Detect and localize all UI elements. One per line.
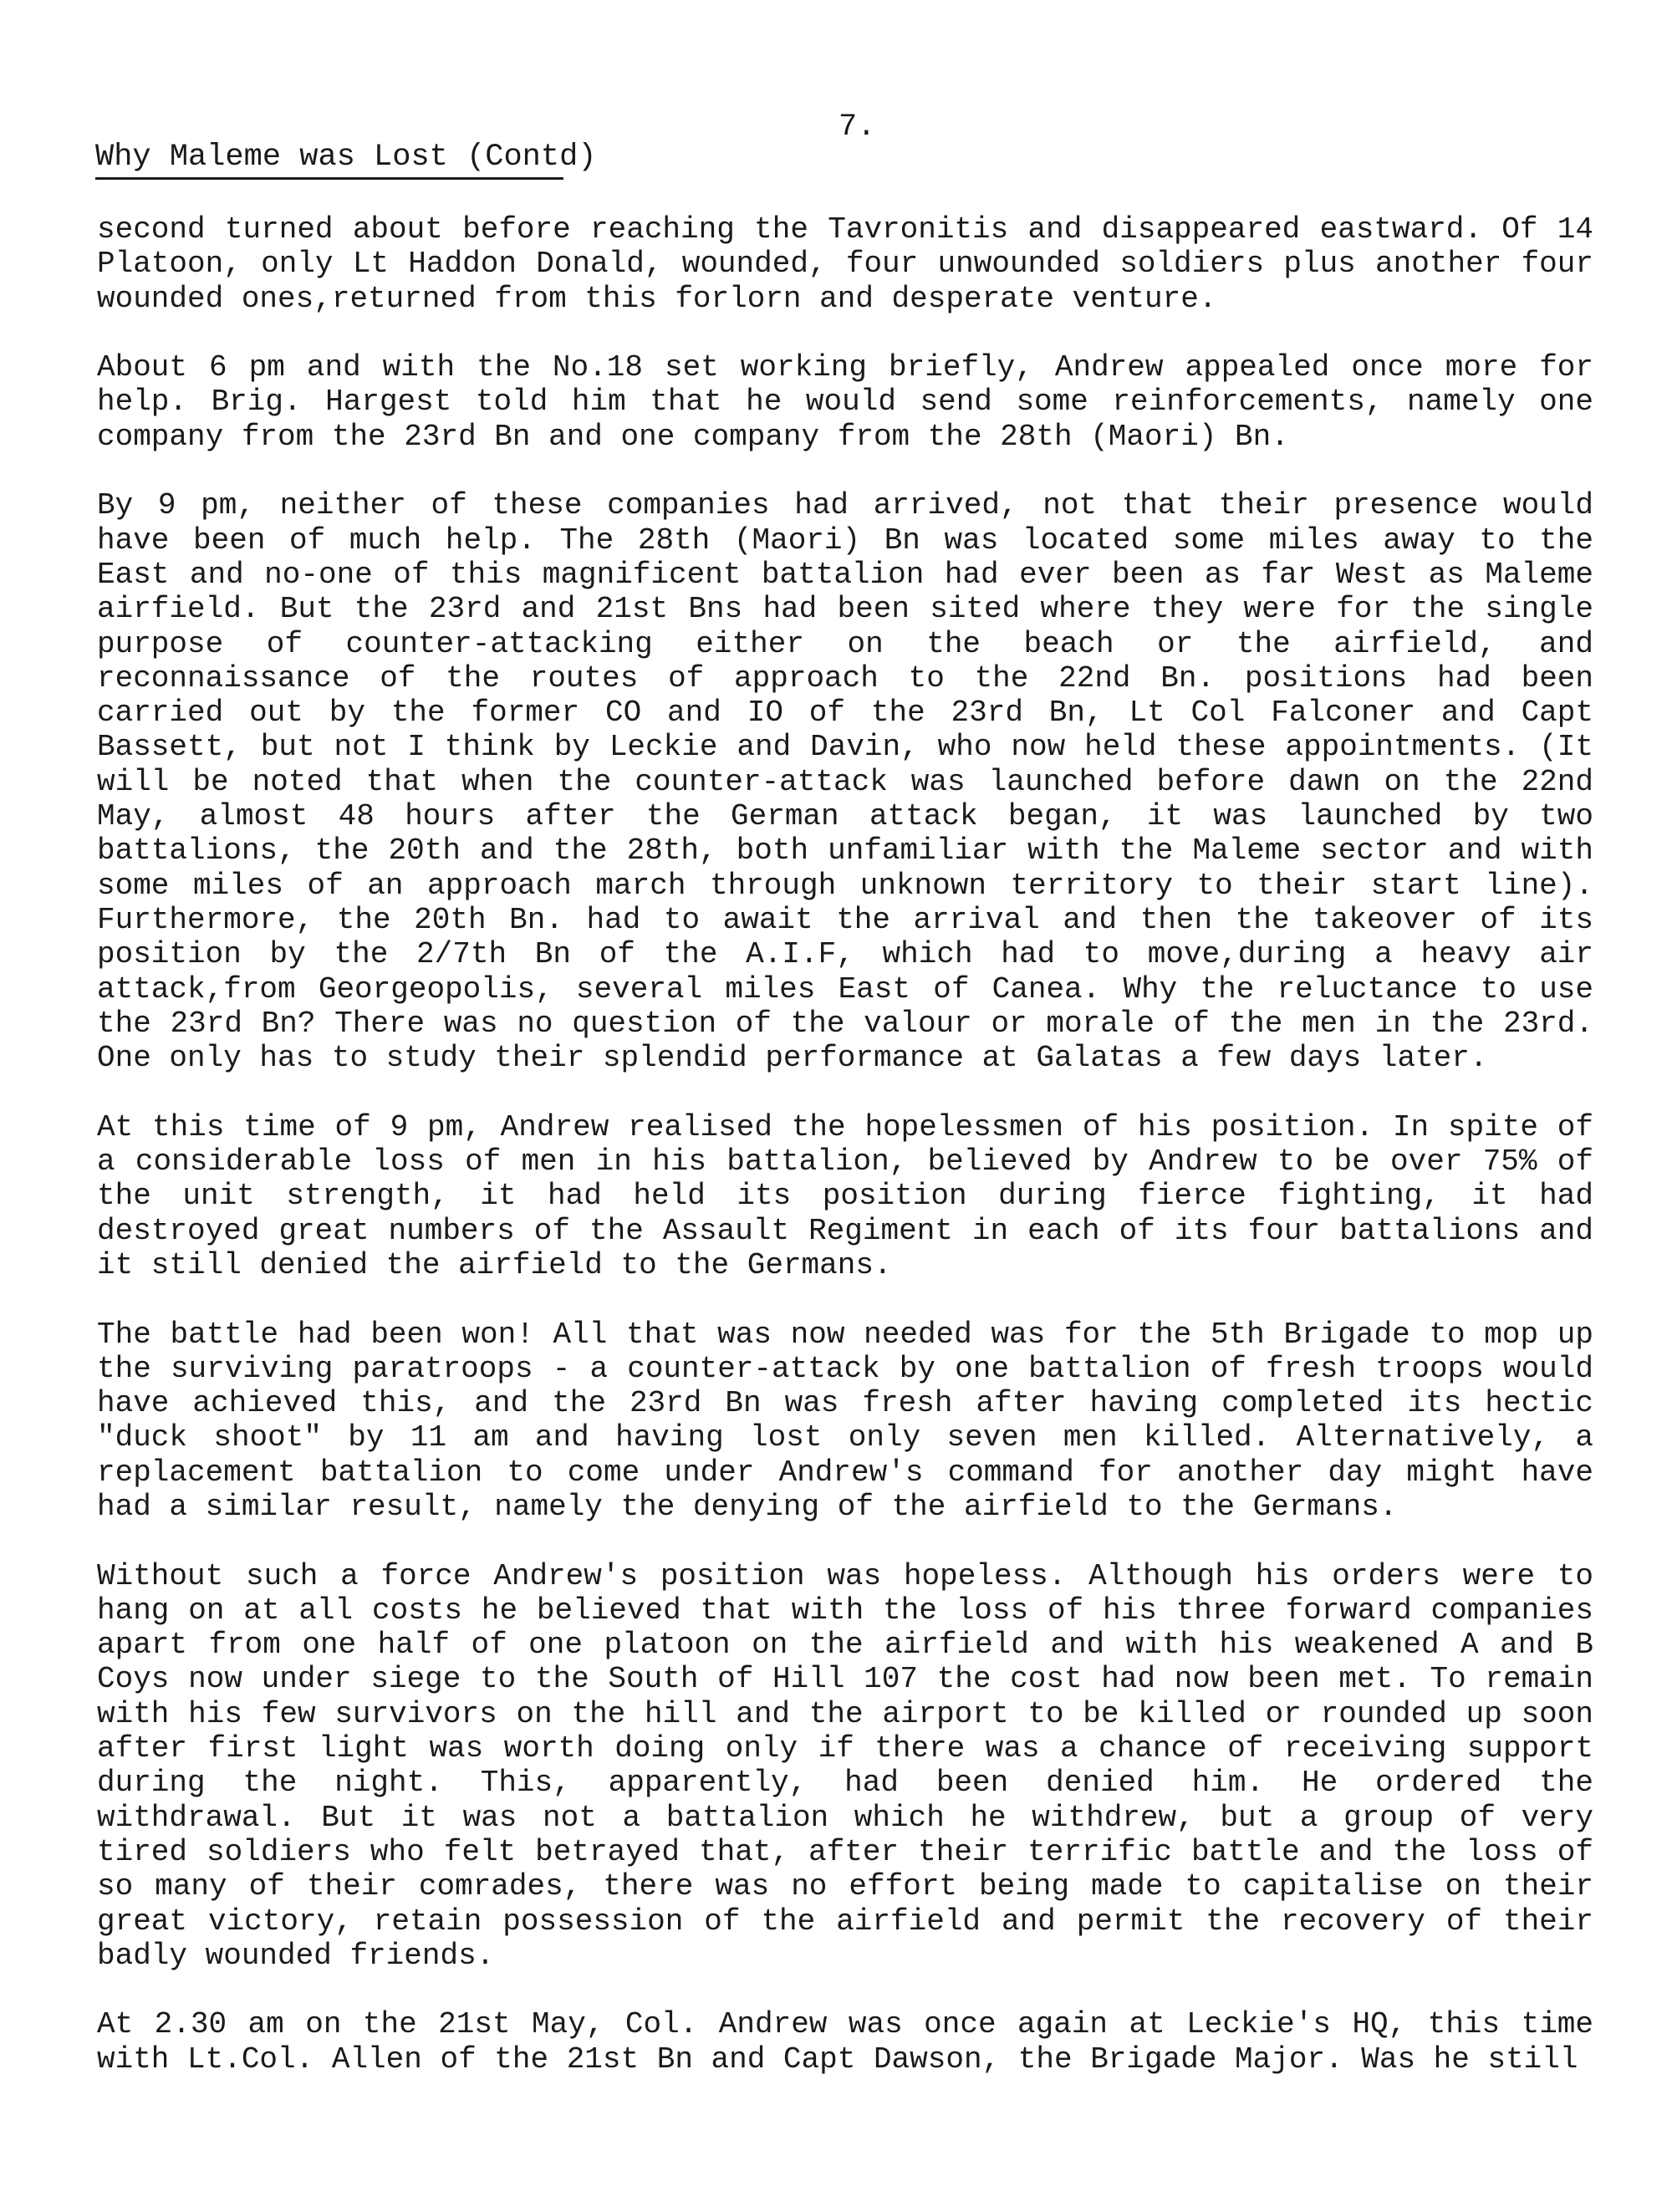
heading-underline: [95, 177, 563, 180]
paragraph-1: second turned about before reaching the Tavronitis and disappeared eastward. Of 14 Platoon, only Lt Haddon Donald, wounded, four unwounded soldiers plus another four wounded ones,returned from this forlorn and desperate venture.: [97, 212, 1593, 316]
paragraph-5: The battle had been won! All that was now needed was for the 5th Brigade to mop up the surviving paratroops - a counter-attack by one battalion of fresh troops would have achieved this, and the 23rd Bn was fresh after having completed its hectic "duck shoot" by 11 am and having lost only seven men killed. Alternatively, a replacement battalion to come under Andrew's command for another day might have had a similar result, namely the denying of the airfield to the Germans.: [97, 1317, 1593, 1524]
paragraph-6: Without such a force Andrew's position was hopeless. Although his orders were to hang on at all costs he believed that with the loss of his three forward companies apart from one half of one platoon on the airfield and with his weakened A and B Coys now under siege to the South of Hill 107 the cost had now been met. To remain with his few survivors on the hill and the airport to be killed or rounded up soon after first light was worth doing only if there was a chance of receiving support during the night. This, apparently, had been denied him. He ordered the withdrawal. But it was not a battalion which he withdrew, but a group of very tired soldiers who felt betrayed that, after their terrific battle and the loss of so many of their comrades, there was no effort being made to capitalise on their great victory, retain possession of the airfield and permit the recovery of their badly wounded friends.: [97, 1558, 1593, 1973]
paragraph-4: At this time of 9 pm, Andrew realised the hopelessmen of his position. In spite of a considerable loss of men in his battalion, believed by Andrew to be over 75% of the unit strength, it had held its position during fierce fighting, it had destroyed great numbers of the Assault Regiment in each of its four battalions and it still denied the airfield to the Germans.: [97, 1109, 1593, 1282]
paragraph-2: About 6 pm and with the No.18 set working briefly, Andrew appealed once more for help. Brig. Hargest told him that he would send some reinforcements, namely one company from the 23rd Bn and one company from the 28th (Maori) Bn.: [97, 350, 1593, 454]
body-text: [97, 212, 1593, 2077]
page-number: 7.: [839, 110, 876, 145]
paragraph-3: By 9 pm, neither of these companies had arrived, not that their presence would have been of much help. The 28th (Maori) Bn was located some miles away to the East and no-one of this magnificent battalion had ever been as far West as Maleme airfield. But the 23rd and 21st Bns had been sited where they were for the single purpose of counter-attacking either on the beach or the airfield, and reconnaissance of the routes of approach to the 22nd Bn. positions had been carried out by the former CO and IO of the 23rd Bn, Lt Col Falconer and Capt Bassett, but not I think by Leckie and Davin, who now held these appointments. (It will be noted that when the counter-attack was launched before dawn on the 22nd May, almost 48 hours after the German attack began, it was launched by two battalions, the 20th and the 28th, both unfamiliar with the Maleme sector and with some miles of an approach march through unknown territory to their start line). Furthermore, the 20th Bn. had to await the arrival and then the takeover of its position by the 2/7th Bn of the A.I.F, which had to move,during a heavy air attack,from Georgeopolis, several miles East of Canea. Why the reluctance to use the 23rd Bn? There was no question of the valour or morale of the men in the 23rd. One only has to study their splendid performance at Galatas a few days later.: [97, 488, 1593, 1076]
paragraph-7: At 2.30 am on the 21st May, Col. Andrew was once again at Leckie's HQ, this time with Lt.Col. Allen of the 21st Bn and Capt Dawson, the Brigade Major. Was he still: [97, 2007, 1593, 2077]
section-heading: Why Maleme was Lost (Contd): [95, 140, 597, 175]
